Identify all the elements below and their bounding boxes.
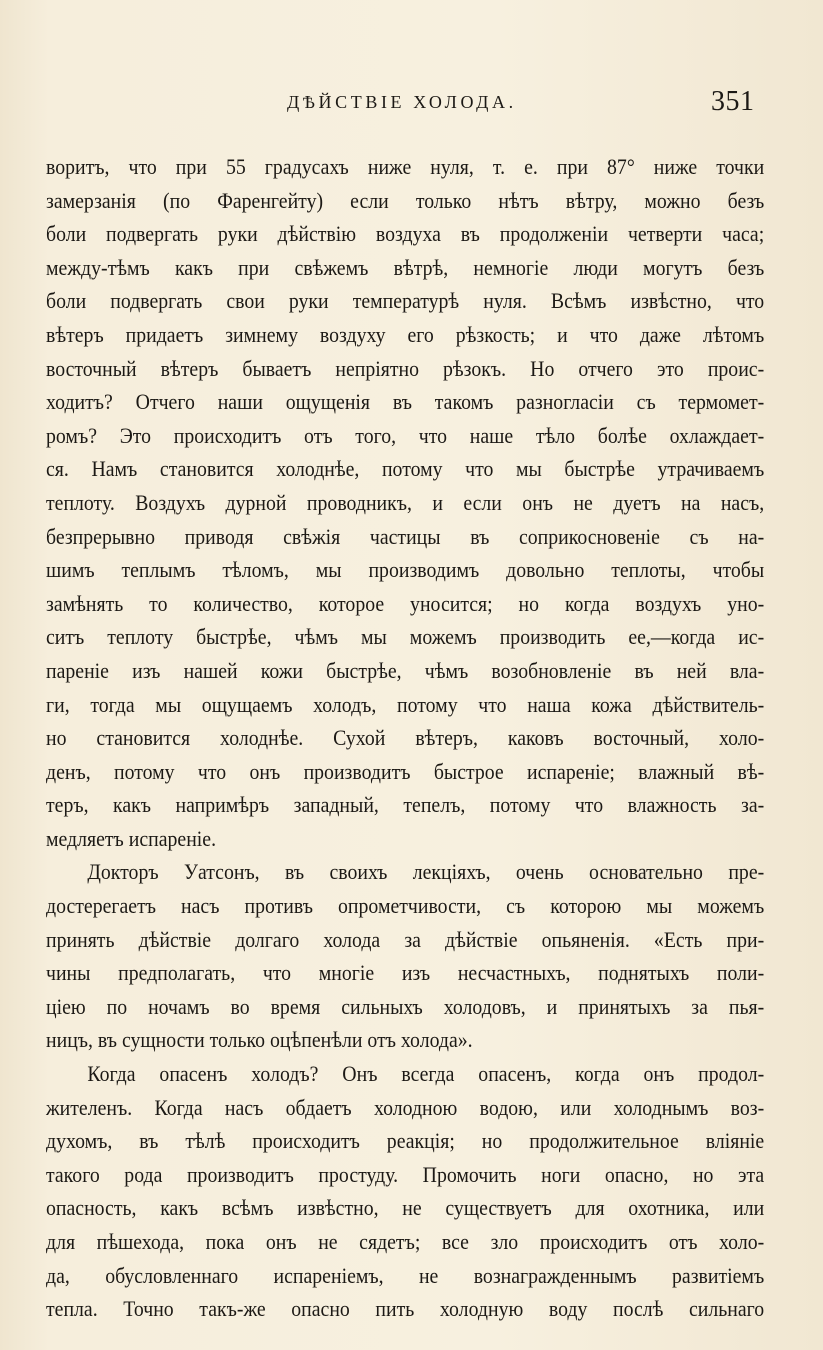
text-line: боли подвергать руки дѣйствію воздуха въ продолженіи четверти часа; <box>46 221 765 247</box>
text-line: боли подвергать свои руки температурѣ нуля. Всѣмъ извѣстно, что <box>46 288 765 314</box>
text-line: воритъ, что при 55 градусахъ ниже нуля, т. е. при 87° ниже точки <box>46 154 765 179</box>
text-line: духомъ, въ тѣлѣ происходитъ реакція; но продолжительное вліяніе <box>46 1128 765 1154</box>
text-line: ходитъ? Отчего наши ощущенія въ такомъ разногласіи съ термомет- <box>46 389 765 415</box>
text-line: такого рода производитъ простуду. Промочить ноги опасно, но эта <box>46 1161 765 1187</box>
paragraph-2 <box>46 855 765 1057</box>
paragraph-1 <box>46 150 765 855</box>
text-line: чины предполагать, что многіе изъ несчастныхъ, поднятыхъ поли- <box>46 960 765 986</box>
text-line: для пѣшехода, пока онъ не сядетъ; все зло происходитъ отъ холо- <box>46 1229 765 1254</box>
text-line: пареніе изъ нашей кожи быстрѣе, чѣмъ возобновленіе въ ней вла- <box>46 657 765 683</box>
text-line: теръ, какъ напримѣръ западный, тепелъ, потому что влажность за- <box>46 792 765 818</box>
text-line: ціею по ночамъ во время сильныхъ холодовъ, и принятыхъ за пья- <box>46 993 765 1019</box>
text-line: шимъ теплымъ тѣломъ, мы производимъ довольно теплоты, чтобы <box>46 557 765 583</box>
text-line: безпрерывно приводя свѣжія частицы въ соприкосновеніе съ на- <box>46 523 765 549</box>
text-line: теплоту. Воздухъ дурной проводникъ, и если онъ не дуетъ на насъ, <box>46 489 765 515</box>
body-text <box>46 150 765 1326</box>
text-line: жителенъ. Когда насъ обдаетъ холодною водою, или холоднымъ воз- <box>46 1094 765 1120</box>
text-line: ги, тогда мы ощущаемъ холодъ, потому что наша кожа дѣйствитель- <box>46 691 765 717</box>
text-line: замерзанія (по Фаренгейту) если только нѣтъ вѣтру, можно безъ <box>46 187 765 213</box>
text-line: замѣнять то количество, которое уносится; но когда воздухъ уно- <box>46 590 765 616</box>
text-line: между-тѣмъ какъ при свѣжемъ вѣтрѣ, немногіе люди могутъ безъ <box>46 254 765 280</box>
text-line: достерегаетъ насъ противъ опрометчивости, съ которою мы можемъ <box>46 893 765 919</box>
text-line: принять дѣйствіе долгаго холода за дѣйствіе опьяненія. «Есть при- <box>46 926 765 952</box>
text-line: Когда опасенъ холодъ? Онъ всегда опасенъ, когда онъ продол- <box>87 1061 765 1087</box>
text-line: восточный вѣтеръ бываетъ непріятно рѣзокъ. Но отчего это проис- <box>46 355 765 381</box>
running-title: ДѢЙСТВІЕ ХОЛОДА. <box>287 92 517 112</box>
text-line: ницъ, въ сущности только оцѣпенѣли отъ холода». <box>46 1027 473 1053</box>
page-number: 351 <box>711 86 755 117</box>
text-line: опасность, какъ всѣмъ извѣстно, не существуетъ для охотника, или <box>46 1195 765 1221</box>
text-line: ситъ теплоту быстрѣе, чѣмъ мы можемъ производить ее,—когда ис- <box>46 624 765 650</box>
text-line: медляетъ испареніе. <box>46 825 217 851</box>
text-line: денъ, потому что онъ производитъ быстрое испареніе; влажный вѣ- <box>46 758 765 784</box>
text-line: но становится холоднѣе. Сухой вѣтеръ, каковъ восточный, холо- <box>46 725 765 751</box>
paragraph-3 <box>46 1057 765 1326</box>
page-header <box>0 88 823 118</box>
text-line: ромъ? Это происходитъ отъ того, что наше тѣло болѣе охлаждает- <box>46 422 765 448</box>
text-line: Докторъ Уатсонъ, въ своихъ лекціяхъ, очень основательно пре- <box>87 859 765 885</box>
text-line: тепла. Точно такъ-же опасно пить холодную воду послѣ сильнаго <box>46 1296 765 1322</box>
text-line: да, обусловленнаго испареніемъ, не вознагражденнымъ развитіемъ <box>46 1262 765 1288</box>
text-line: ся. Намъ становится холоднѣе, потому что мы быстрѣе утрачиваемъ <box>46 456 765 482</box>
text-line: вѣтеръ придаетъ зимнему воздуху его рѣзкость; и что даже лѣтомъ <box>46 321 765 347</box>
